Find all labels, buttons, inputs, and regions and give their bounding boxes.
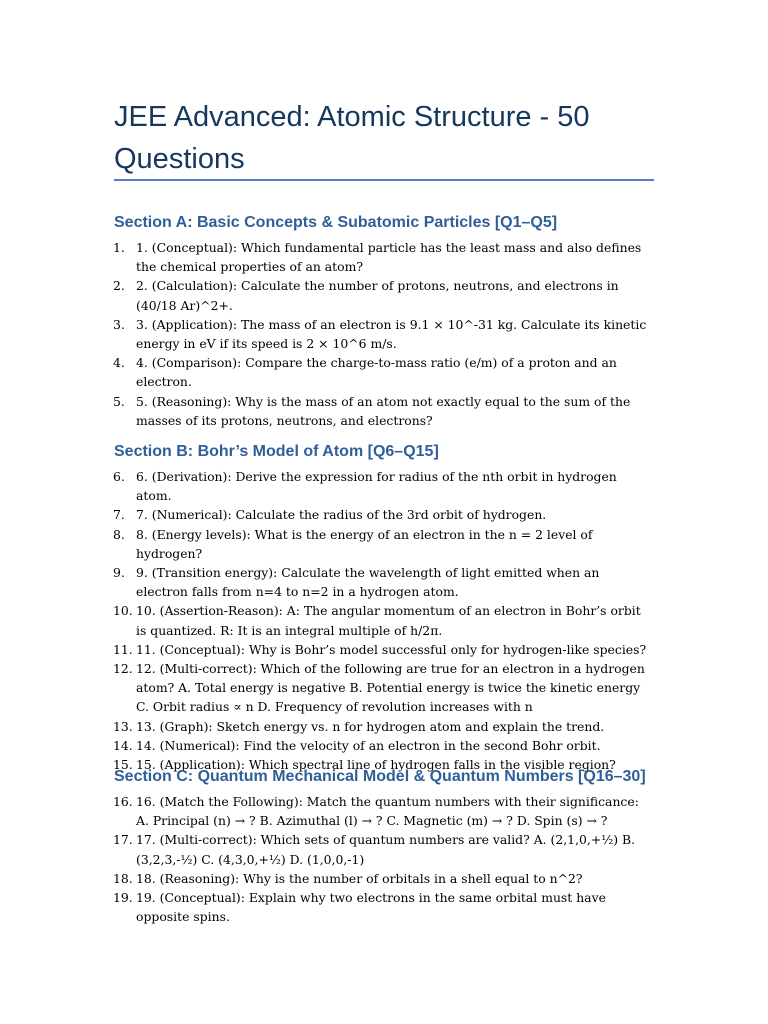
question-item	[0, 869, 651, 888]
question-number: 7.	[113, 507, 125, 523]
question-number: 19.	[113, 890, 133, 906]
question-item	[0, 792, 651, 830]
question-list	[0, 238, 768, 430]
question-number: 2.	[113, 278, 125, 294]
question-number: 17.	[113, 832, 133, 848]
question-text: 16. (Match the Following): Match the quantum numbers with their significance: A. Principal (n) → ? B. Azimuthal (l) → ? C. Magnetic (m) → ? D. Spin (s) → ?	[136, 794, 639, 829]
question-item	[0, 467, 651, 505]
question-list	[0, 467, 768, 774]
question-text: 15. (Application): Which spectral line of hydrogen falls in the visible region?	[136, 757, 616, 773]
section-b	[0, 441, 768, 774]
question-number: 10.	[113, 603, 133, 619]
question-number: 5.	[113, 393, 125, 409]
question-text: 17. (Multi-correct): Which sets of quantum numbers are valid? A. (2,1,0,+½) B. (3,2,3,-½) C. (4,3,0,+½) D. (1,0,0,-1)	[136, 832, 636, 867]
question-text: 8. (Energy levels): What is the energy of an electron in the n = 2 level of hydrogen?	[136, 526, 593, 561]
question-item	[0, 830, 651, 868]
question-item	[0, 717, 651, 736]
title-underline	[114, 179, 654, 181]
question-number: 1.	[113, 240, 125, 255]
question-item	[0, 238, 651, 276]
question-item	[0, 659, 651, 717]
question-item	[0, 315, 651, 353]
question-text: 5. (Reasoning): Why is the mass of an atom not exactly equal to the sum of the masses of its protons, neutrons, and electrons?	[136, 393, 631, 428]
question-text: 13. (Graph): Sketch energy vs. n for hydrogen atom and explain the trend.	[136, 718, 605, 734]
question-item	[0, 640, 651, 659]
question-item	[0, 736, 651, 755]
question-text: 3. (Application): The mass of an electron is 9.1 × 10^-31 kg. Calculate its kinetic energy in eV if its speed is 2 × 10^6 m/s.	[136, 316, 647, 352]
question-number: 6.	[113, 469, 125, 484]
question-text: 19. (Conceptual): Explain why two electrons in the same orbital must have opposite spins.	[136, 890, 606, 925]
question-item	[0, 601, 651, 639]
question-text: 1. (Conceptual): Which fundamental particle has the least mass and also defines the chemical properties of an atom?	[136, 240, 642, 275]
question-number: 14.	[113, 737, 133, 753]
question-item	[0, 563, 651, 601]
question-item	[0, 392, 651, 430]
question-item	[0, 525, 651, 563]
question-number: 11.	[113, 641, 133, 657]
question-number: 4.	[113, 355, 125, 371]
question-number: 12.	[113, 661, 133, 677]
section-heading: Section B: Bohr’s Model of Atom [Q6–Q15]	[114, 443, 439, 460]
section-c	[0, 766, 768, 926]
question-number: 9.	[113, 565, 125, 581]
question-number: 18.	[113, 870, 133, 886]
question-text: 7. (Numerical): Calculate the radius of the 3rd orbit of hydrogen.	[136, 507, 547, 523]
document-title: JEE Advanced: Atomic Structure - 50 Questions	[114, 101, 590, 175]
question-text: 10. (Assertion-Reason): A: The angular momentum of an electron in Bohr’s orbit is quantized. R: It is an integral multiple of h/2π.	[136, 603, 641, 638]
section-heading: Section C: Quantum Mechanical Model & Quantum Numbers [Q16–30]	[114, 768, 646, 785]
question-text: 2. (Calculation): Calculate the number of protons, neutrons, and electrons in (40/18 Ar)^2+.	[136, 278, 619, 313]
question-text: 14. (Numerical): Find the velocity of an electron in the second Bohr orbit.	[136, 737, 601, 753]
question-text: 4. (Comparison): Compare the charge-to-mass ratio (e/m) of a proton and an electron.	[136, 355, 617, 390]
question-number: 3.	[113, 316, 125, 332]
question-text: 12. (Multi-correct): Which of the following are true for an electron in a hydrogen atom? A. Total energy is negative B. Potential energy is twice the kinetic energy C. Orbit radius ∝ n D. Frequency of revolution increases with n	[136, 661, 645, 715]
question-item	[0, 353, 651, 391]
question-text: 11. (Conceptual): Why is Bohr’s model successful only for hydrogen-like species?	[136, 641, 647, 657]
question-text: 9. (Transition energy): Calculate the wavelength of light emitted when an electron falls from n=4 to n=2 in a hydrogen atom.	[136, 565, 600, 600]
question-list	[0, 792, 768, 926]
section-a	[0, 212, 768, 430]
section-heading: Section A: Basic Concepts & Subatomic Particles [Q1–Q5]	[114, 214, 558, 231]
question-item	[0, 888, 651, 926]
question-item	[0, 276, 651, 314]
question-item	[0, 505, 651, 524]
question-number: 15.	[113, 757, 133, 773]
question-text: 18. (Reasoning): Why is the number of orbitals in a shell equal to n^2?	[136, 870, 583, 886]
question-number: 16.	[113, 794, 133, 809]
question-number: 13.	[113, 718, 133, 734]
question-text: 6. (Derivation): Derive the expression for radius of the nth orbit in hydrogen atom.	[136, 469, 617, 504]
question-number: 8.	[113, 526, 125, 542]
